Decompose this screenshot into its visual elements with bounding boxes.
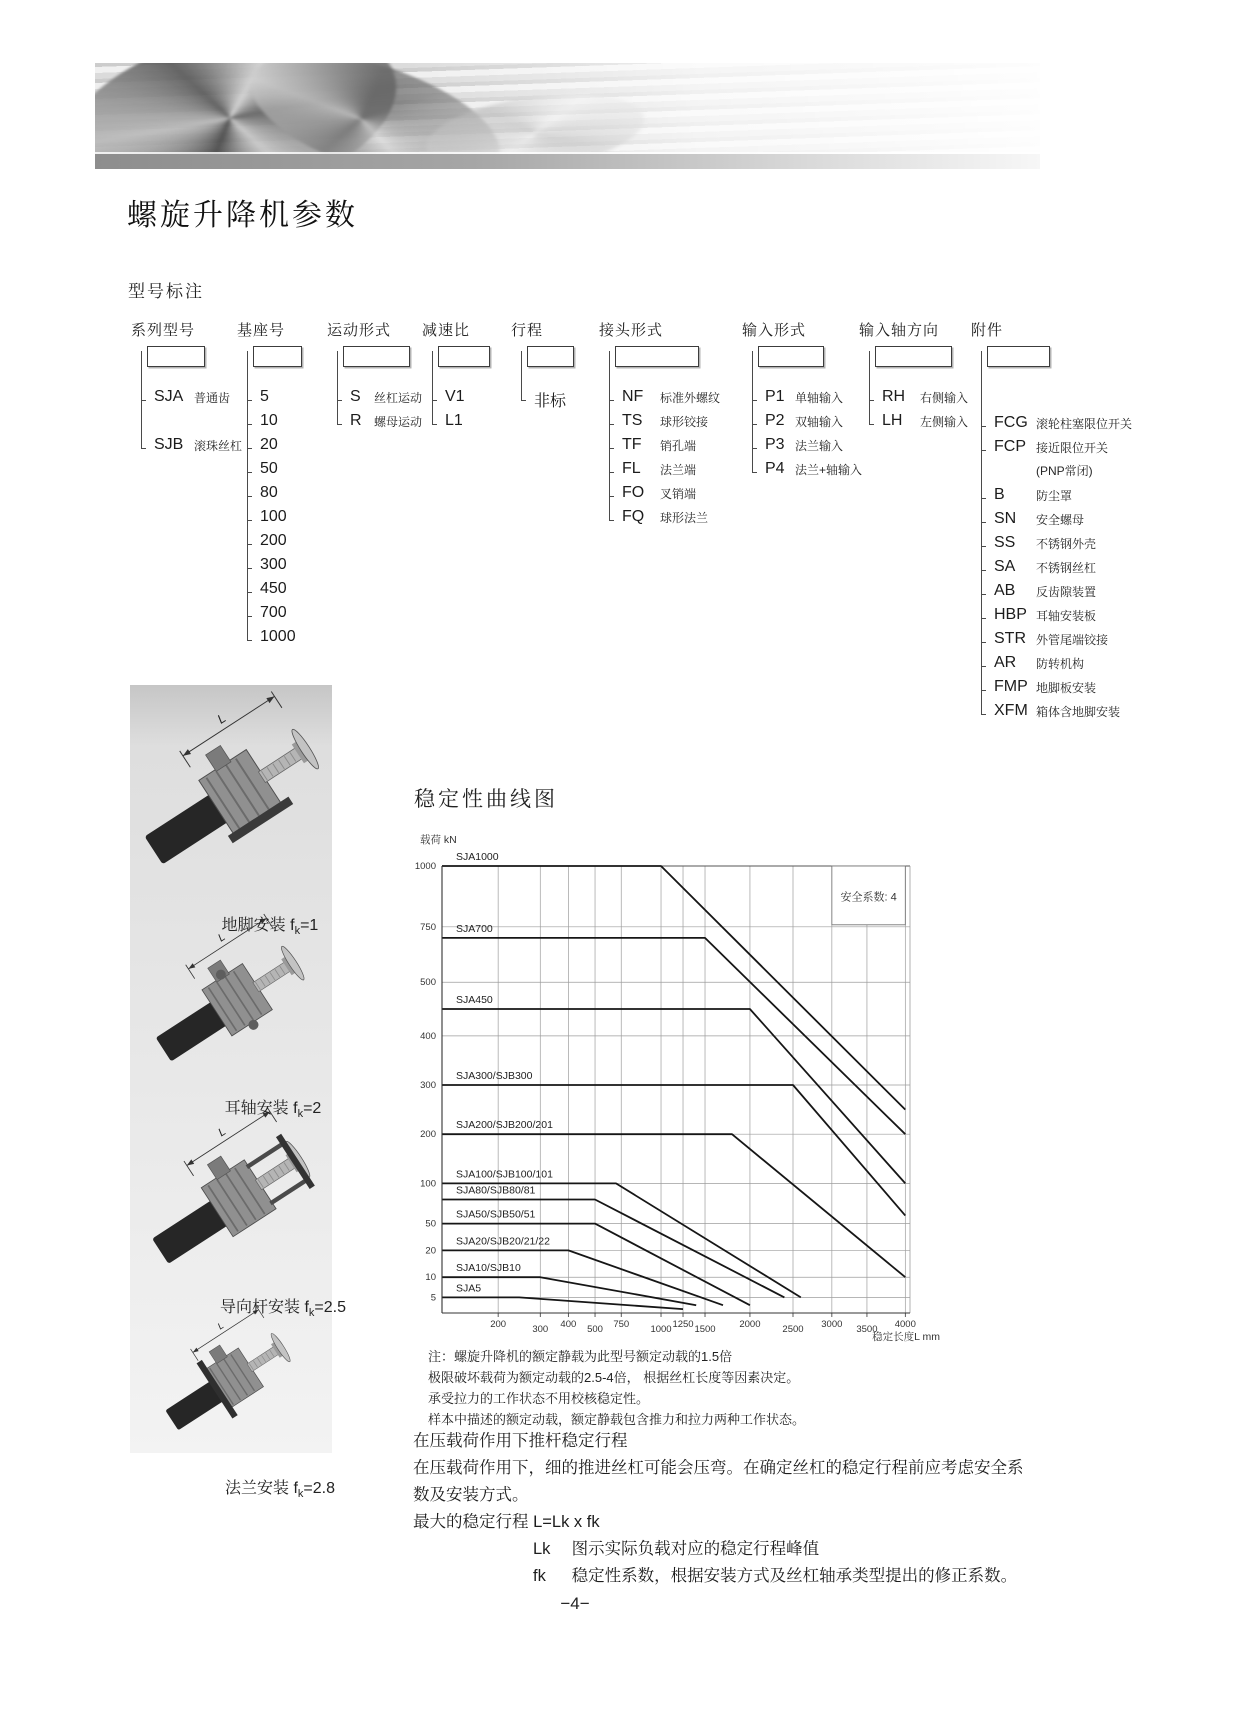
- stability-heading: 在压载荷作用下推杆稳定行程: [413, 1432, 628, 1450]
- option-description: 不锈钢外壳: [1036, 536, 1097, 551]
- guide-end-plate: [276, 1134, 315, 1189]
- y-tick-label: 50: [425, 1218, 436, 1230]
- jack-illustration-base-mount: [133, 698, 328, 903]
- model-column-6: [599, 322, 721, 525]
- caption-label: 耳轴安装: [224, 1100, 289, 1117]
- model-option-row: [147, 412, 242, 436]
- option-description: 普通齿: [194, 390, 231, 405]
- dimension-label: L: [215, 1320, 226, 1332]
- model-column-header: 接头形式: [599, 322, 664, 339]
- model-option-row: [987, 510, 1132, 534]
- option-description: 销孔端: [660, 438, 697, 453]
- model-option-list: [615, 388, 720, 532]
- option-code: 5: [260, 388, 269, 405]
- model-option-row: [758, 388, 862, 412]
- model-option-row: [253, 580, 302, 604]
- option-description: 法兰输入: [795, 438, 844, 453]
- x-tick-label: 750: [613, 1319, 630, 1330]
- banner-bottom-strip: [95, 154, 1040, 169]
- model-column-2: [237, 322, 302, 645]
- x-tick-label: 2500: [782, 1324, 804, 1335]
- option-description: 叉销端: [660, 486, 697, 501]
- x-tick-label: 3500: [856, 1324, 878, 1335]
- dimension-arrow: [187, 963, 195, 971]
- model-option-row: [987, 654, 1132, 678]
- option-description: 滚轮柱塞限位开关: [1036, 416, 1133, 431]
- model-option-row: [438, 412, 477, 436]
- option-code: 1000: [260, 628, 296, 645]
- model-code-box: [758, 346, 824, 367]
- option-description: 右侧输入: [920, 390, 969, 405]
- caption-fk: $f_k=1$: [290, 917, 319, 938]
- definition-term: Lk: [533, 1540, 551, 1558]
- model-option-row: [987, 678, 1132, 702]
- stability-chart: [370, 750, 990, 1370]
- y-tick-label: 400: [420, 1030, 436, 1042]
- model-option-row: [147, 436, 242, 460]
- model-designation-label: 型号标注: [128, 282, 204, 301]
- model-option-list: [147, 388, 242, 460]
- jack-assembly: [121, 1099, 318, 1276]
- stability-text-block: [413, 1428, 1038, 1590]
- y-tick-label: 5: [430, 1292, 436, 1304]
- model-option-row: [987, 702, 1132, 726]
- chart-note-line: 样本中描述的额定动载，额定静载包含推力和拉力两种工作状态。: [428, 1412, 806, 1427]
- option-description: 螺母运动: [374, 414, 423, 429]
- series-label: SJA80/SJB80/81: [456, 1184, 536, 1197]
- caption-base-mount: [222, 912, 319, 937]
- model-option-row: [438, 388, 477, 412]
- model-option-row: [253, 436, 302, 460]
- model-option-row: [875, 388, 968, 412]
- option-description: 单轴输入: [795, 390, 844, 405]
- x-tick-label: 1250: [672, 1319, 694, 1330]
- option-code: FCP: [994, 438, 1026, 455]
- model-option-row: [615, 484, 720, 508]
- dimension-arrow: [185, 1159, 194, 1167]
- y-tick-label: 1000: [414, 861, 436, 872]
- option-code: 700: [260, 604, 287, 621]
- option-code: 300: [260, 556, 287, 573]
- option-code: 50: [260, 460, 278, 477]
- model-option-row: [987, 414, 1132, 438]
- option-code: 非标: [534, 393, 567, 410]
- tree-connector-line: [432, 351, 433, 424]
- model-option-row: [987, 582, 1132, 606]
- option-description: 外管尾端铰接: [1036, 632, 1109, 647]
- model-option-row: [343, 388, 422, 412]
- caption-flange-mount: [225, 1475, 335, 1500]
- option-code: TF: [622, 436, 642, 453]
- option-description: 丝杠运动: [374, 390, 423, 405]
- x-tick-label: 500: [587, 1324, 603, 1335]
- caption-label: 法兰安装: [224, 1480, 290, 1497]
- model-column-header: 输入轴方向: [859, 322, 940, 339]
- tree-connector-line: [752, 351, 753, 472]
- x-tick-label: 1000: [650, 1324, 672, 1335]
- model-option-list: [343, 388, 422, 436]
- caption-fk: $f_k=2.5$: [304, 1299, 347, 1320]
- definition-term: fk: [533, 1567, 546, 1585]
- option-code: 20: [260, 436, 278, 453]
- stability-formula: 最大的稳定行程 L=Lk x fk: [413, 1513, 600, 1531]
- option-code: 450: [260, 580, 287, 597]
- model-option-row: [758, 436, 862, 460]
- model-option-row: [253, 604, 302, 628]
- jack-illustration-flange-mount: [128, 1318, 326, 1451]
- x-tick-label: 1500: [694, 1324, 716, 1335]
- model-column-header: 输入形式: [742, 322, 807, 339]
- model-code-box: [253, 346, 302, 367]
- model-column-header: 行程: [511, 322, 544, 339]
- model-option-row: [615, 436, 720, 460]
- model-option-row: [987, 462, 1132, 486]
- model-option-row: [253, 556, 302, 580]
- model-option-row: [253, 412, 302, 436]
- option-description: 不锈钢丝杠: [1036, 560, 1097, 575]
- model-code-box: [438, 346, 490, 367]
- option-code: R: [350, 412, 362, 429]
- model-code-box: [147, 346, 205, 367]
- model-option-row: [758, 460, 862, 484]
- tree-connector-line: [981, 351, 982, 714]
- option-code: FL: [622, 460, 641, 477]
- dimension-arrow: [181, 749, 191, 758]
- y-tick-label: 10: [425, 1272, 436, 1284]
- option-description: (PNP常闭): [1036, 464, 1093, 479]
- header-banner-image: [95, 63, 1040, 169]
- tree-connector-line: [337, 351, 338, 424]
- x-axis-title: 稳定长度L mm: [872, 1331, 940, 1343]
- option-description: 双轴输入: [795, 414, 844, 429]
- option-code: V1: [445, 388, 465, 405]
- model-option-row: [758, 412, 862, 436]
- series-label: SJA1000: [456, 851, 499, 863]
- tree-connector-line: [869, 351, 870, 424]
- option-code: P1: [765, 388, 785, 405]
- series-label: SJA50/SJB50/51: [456, 1208, 536, 1221]
- dimension-label: L: [215, 931, 228, 945]
- model-column-8: [859, 322, 969, 429]
- model-code-box: [343, 346, 410, 367]
- jack-assembly: [110, 681, 330, 881]
- y-tick-label: 20: [425, 1245, 436, 1257]
- stability-definition: [413, 1536, 1038, 1563]
- option-code: P2: [765, 412, 785, 429]
- option-description: 球形法兰: [660, 510, 709, 525]
- option-code: SJB: [154, 436, 184, 453]
- option-code: P3: [765, 436, 785, 453]
- model-column-header: 减速比: [422, 322, 471, 339]
- model-option-row: [987, 438, 1132, 462]
- option-code: SN: [994, 510, 1017, 527]
- option-code: NF: [622, 388, 644, 405]
- model-option-row: [987, 534, 1132, 558]
- tree-connector-line: [609, 351, 610, 520]
- x-tick-label: 2000: [739, 1319, 761, 1330]
- series-line: [442, 1134, 905, 1277]
- definition-text: 稳定性系数，根据安装方式及丝杠轴承类型提出的修正系数。: [571, 1567, 1018, 1585]
- model-option-row: [615, 412, 720, 436]
- model-option-list: [527, 388, 576, 412]
- option-code: AR: [994, 654, 1017, 671]
- model-column-5: [511, 322, 574, 410]
- stability-paragraph: 在压载荷作用下，细的推进丝杠可能会压弯。在确定丝杠的稳定行程前应考虑安全系数及安装方式。: [413, 1459, 1024, 1504]
- series-label: SJA450: [456, 994, 493, 1007]
- model-option-row: [987, 630, 1132, 654]
- model-column-header: 系列型号: [131, 322, 196, 339]
- option-description: 球形铰接: [660, 414, 709, 429]
- y-axis-title: 载荷 kN: [420, 834, 457, 846]
- caption-label: 导向杆安装: [219, 1299, 301, 1316]
- model-option-row: [875, 412, 968, 436]
- option-description: 法兰端: [660, 462, 697, 477]
- option-description: 滚珠丝杠: [194, 438, 243, 453]
- option-code: SA: [994, 558, 1016, 575]
- x-tick-label: 3000: [821, 1319, 843, 1330]
- option-description: 反齿隙装置: [1036, 584, 1097, 599]
- option-code: TS: [622, 412, 643, 429]
- option-code: AB: [994, 582, 1016, 599]
- model-option-list: [438, 388, 477, 436]
- model-option-list: [758, 388, 862, 484]
- option-description: 防尘罩: [1036, 488, 1073, 503]
- model-option-row: [253, 532, 302, 556]
- option-code: SJA: [154, 388, 184, 405]
- option-code: LH: [882, 412, 903, 429]
- model-option-row: [987, 606, 1132, 630]
- model-column-header: 运动形式: [327, 322, 392, 339]
- series-label: SJA200/SJB200/201: [456, 1119, 553, 1132]
- caption-fk: $f_k=2.8$: [293, 1480, 336, 1501]
- model-column-4: [422, 322, 490, 429]
- series-line: [442, 1297, 683, 1309]
- model-code-box: [527, 346, 574, 367]
- model-code-box: [987, 346, 1050, 367]
- chart-title: 稳定性曲线图: [414, 788, 558, 811]
- option-description: 地脚板安装: [1036, 680, 1097, 695]
- safety-factor-text: 安全系数: 4: [840, 891, 897, 904]
- x-tick-label: 300: [532, 1324, 549, 1335]
- dimension-arrow: [192, 1348, 199, 1355]
- dimension-line: [183, 696, 275, 755]
- guide-rod: [269, 1177, 308, 1205]
- option-code: P4: [765, 460, 785, 477]
- option-description: 箱体含地脚安装: [1036, 704, 1121, 719]
- stability-definition: [413, 1563, 1038, 1590]
- series-label: SJA100/SJB100/101: [456, 1168, 553, 1181]
- caption-label: 地脚安装: [221, 917, 286, 934]
- model-option-row: [615, 388, 720, 412]
- model-option-list: [875, 388, 968, 436]
- page-title: 螺旋升降机参数: [127, 199, 358, 232]
- x-tick-label: 400: [560, 1319, 577, 1330]
- model-option-row: [987, 558, 1132, 582]
- series-label: SJA700: [456, 922, 493, 935]
- option-description: 防转机构: [1036, 656, 1085, 671]
- series-line: [442, 1009, 905, 1183]
- option-code: L1: [445, 412, 463, 429]
- model-column-3: [327, 322, 423, 429]
- option-code: 80: [260, 484, 278, 501]
- option-description: 法兰+轴输入: [795, 462, 863, 477]
- model-option-row: [527, 388, 576, 412]
- y-tick-label: 300: [420, 1080, 436, 1092]
- series-label: SJA300/SJB300: [456, 1070, 533, 1083]
- option-code: STR: [994, 630, 1026, 647]
- x-tick-label: 4000: [894, 1319, 916, 1330]
- option-code: FCG: [994, 414, 1028, 431]
- y-tick-label: 750: [420, 921, 436, 933]
- y-tick-label: 500: [420, 977, 436, 989]
- option-code: 100: [260, 508, 287, 525]
- model-option-row: [343, 412, 422, 436]
- model-option-row: [253, 460, 302, 484]
- model-option-list: [253, 388, 302, 652]
- jack-illustration-guide-rod-mount: [134, 1122, 326, 1290]
- option-code: 200: [260, 532, 287, 549]
- option-description: 耳轴安装板: [1036, 608, 1097, 623]
- model-column-9: [971, 322, 1133, 719]
- series-label: SJA20/SJB20/21/22: [456, 1235, 550, 1248]
- option-code: FMP: [994, 678, 1028, 695]
- dimension-label: L: [216, 1125, 229, 1140]
- chart-note-line: 注：螺旋升降机的额定静载为此型号额定动载的1.5倍: [428, 1349, 733, 1364]
- option-description: 接近限位开关: [1036, 440, 1109, 455]
- option-code: 10: [260, 412, 278, 429]
- option-description: 安全螺母: [1036, 512, 1085, 527]
- model-option-row: [987, 486, 1132, 510]
- caption-trunnion-mount: [225, 1095, 322, 1120]
- model-option-row: [253, 484, 302, 508]
- option-code: B: [994, 486, 1005, 503]
- series-label: SJA5: [456, 1282, 482, 1295]
- caption-guide-rod-mount: [220, 1294, 346, 1319]
- model-column-1: [131, 322, 243, 453]
- caption-fk: $f_k=2$: [293, 1100, 322, 1121]
- option-description: 左侧输入: [920, 414, 969, 429]
- definition-text: 图示实际负载对应的稳定行程峰值: [571, 1540, 820, 1558]
- series-label: SJA10/SJB10: [456, 1262, 521, 1275]
- model-option-row: [253, 508, 302, 532]
- tree-connector-line: [521, 351, 522, 400]
- page-number: −4−: [560, 1594, 590, 1613]
- model-option-row: [253, 388, 302, 412]
- model-option-row: [615, 460, 720, 484]
- model-column-7: [742, 322, 863, 477]
- x-tick-label: 200: [490, 1319, 507, 1330]
- model-column-header: 基座号: [237, 322, 286, 339]
- jack-illustration-trunnion-mount: [131, 928, 327, 1086]
- dimension-label: L: [214, 711, 229, 727]
- option-code: S: [350, 388, 361, 405]
- model-option-row: [615, 508, 720, 532]
- model-code-box: [615, 346, 699, 367]
- y-tick-label: 100: [420, 1178, 436, 1190]
- option-code: RH: [882, 388, 906, 405]
- model-code-box: [875, 346, 952, 367]
- chart-note-line: 承受拉力的工作状态不用校核稳定性。: [428, 1391, 650, 1406]
- chart-note-line: 极限破坏载荷为额定动载的2.5-4倍， 根据丝杠长度等因素决定。: [428, 1370, 800, 1385]
- model-column-header: 附件: [971, 322, 1004, 339]
- model-option-list: [987, 414, 1132, 726]
- option-code: XFM: [994, 702, 1028, 719]
- chart-notes: [428, 1346, 805, 1430]
- option-code: FQ: [622, 508, 645, 525]
- option-code: SS: [994, 534, 1016, 551]
- option-code: HBP: [994, 606, 1027, 623]
- option-code: FO: [622, 484, 645, 501]
- model-option-row: [147, 388, 242, 412]
- model-option-row: [253, 628, 302, 652]
- y-tick-label: 200: [420, 1129, 436, 1141]
- option-description: 标准外螺纹: [660, 390, 721, 405]
- jack-assembly: [140, 1299, 301, 1447]
